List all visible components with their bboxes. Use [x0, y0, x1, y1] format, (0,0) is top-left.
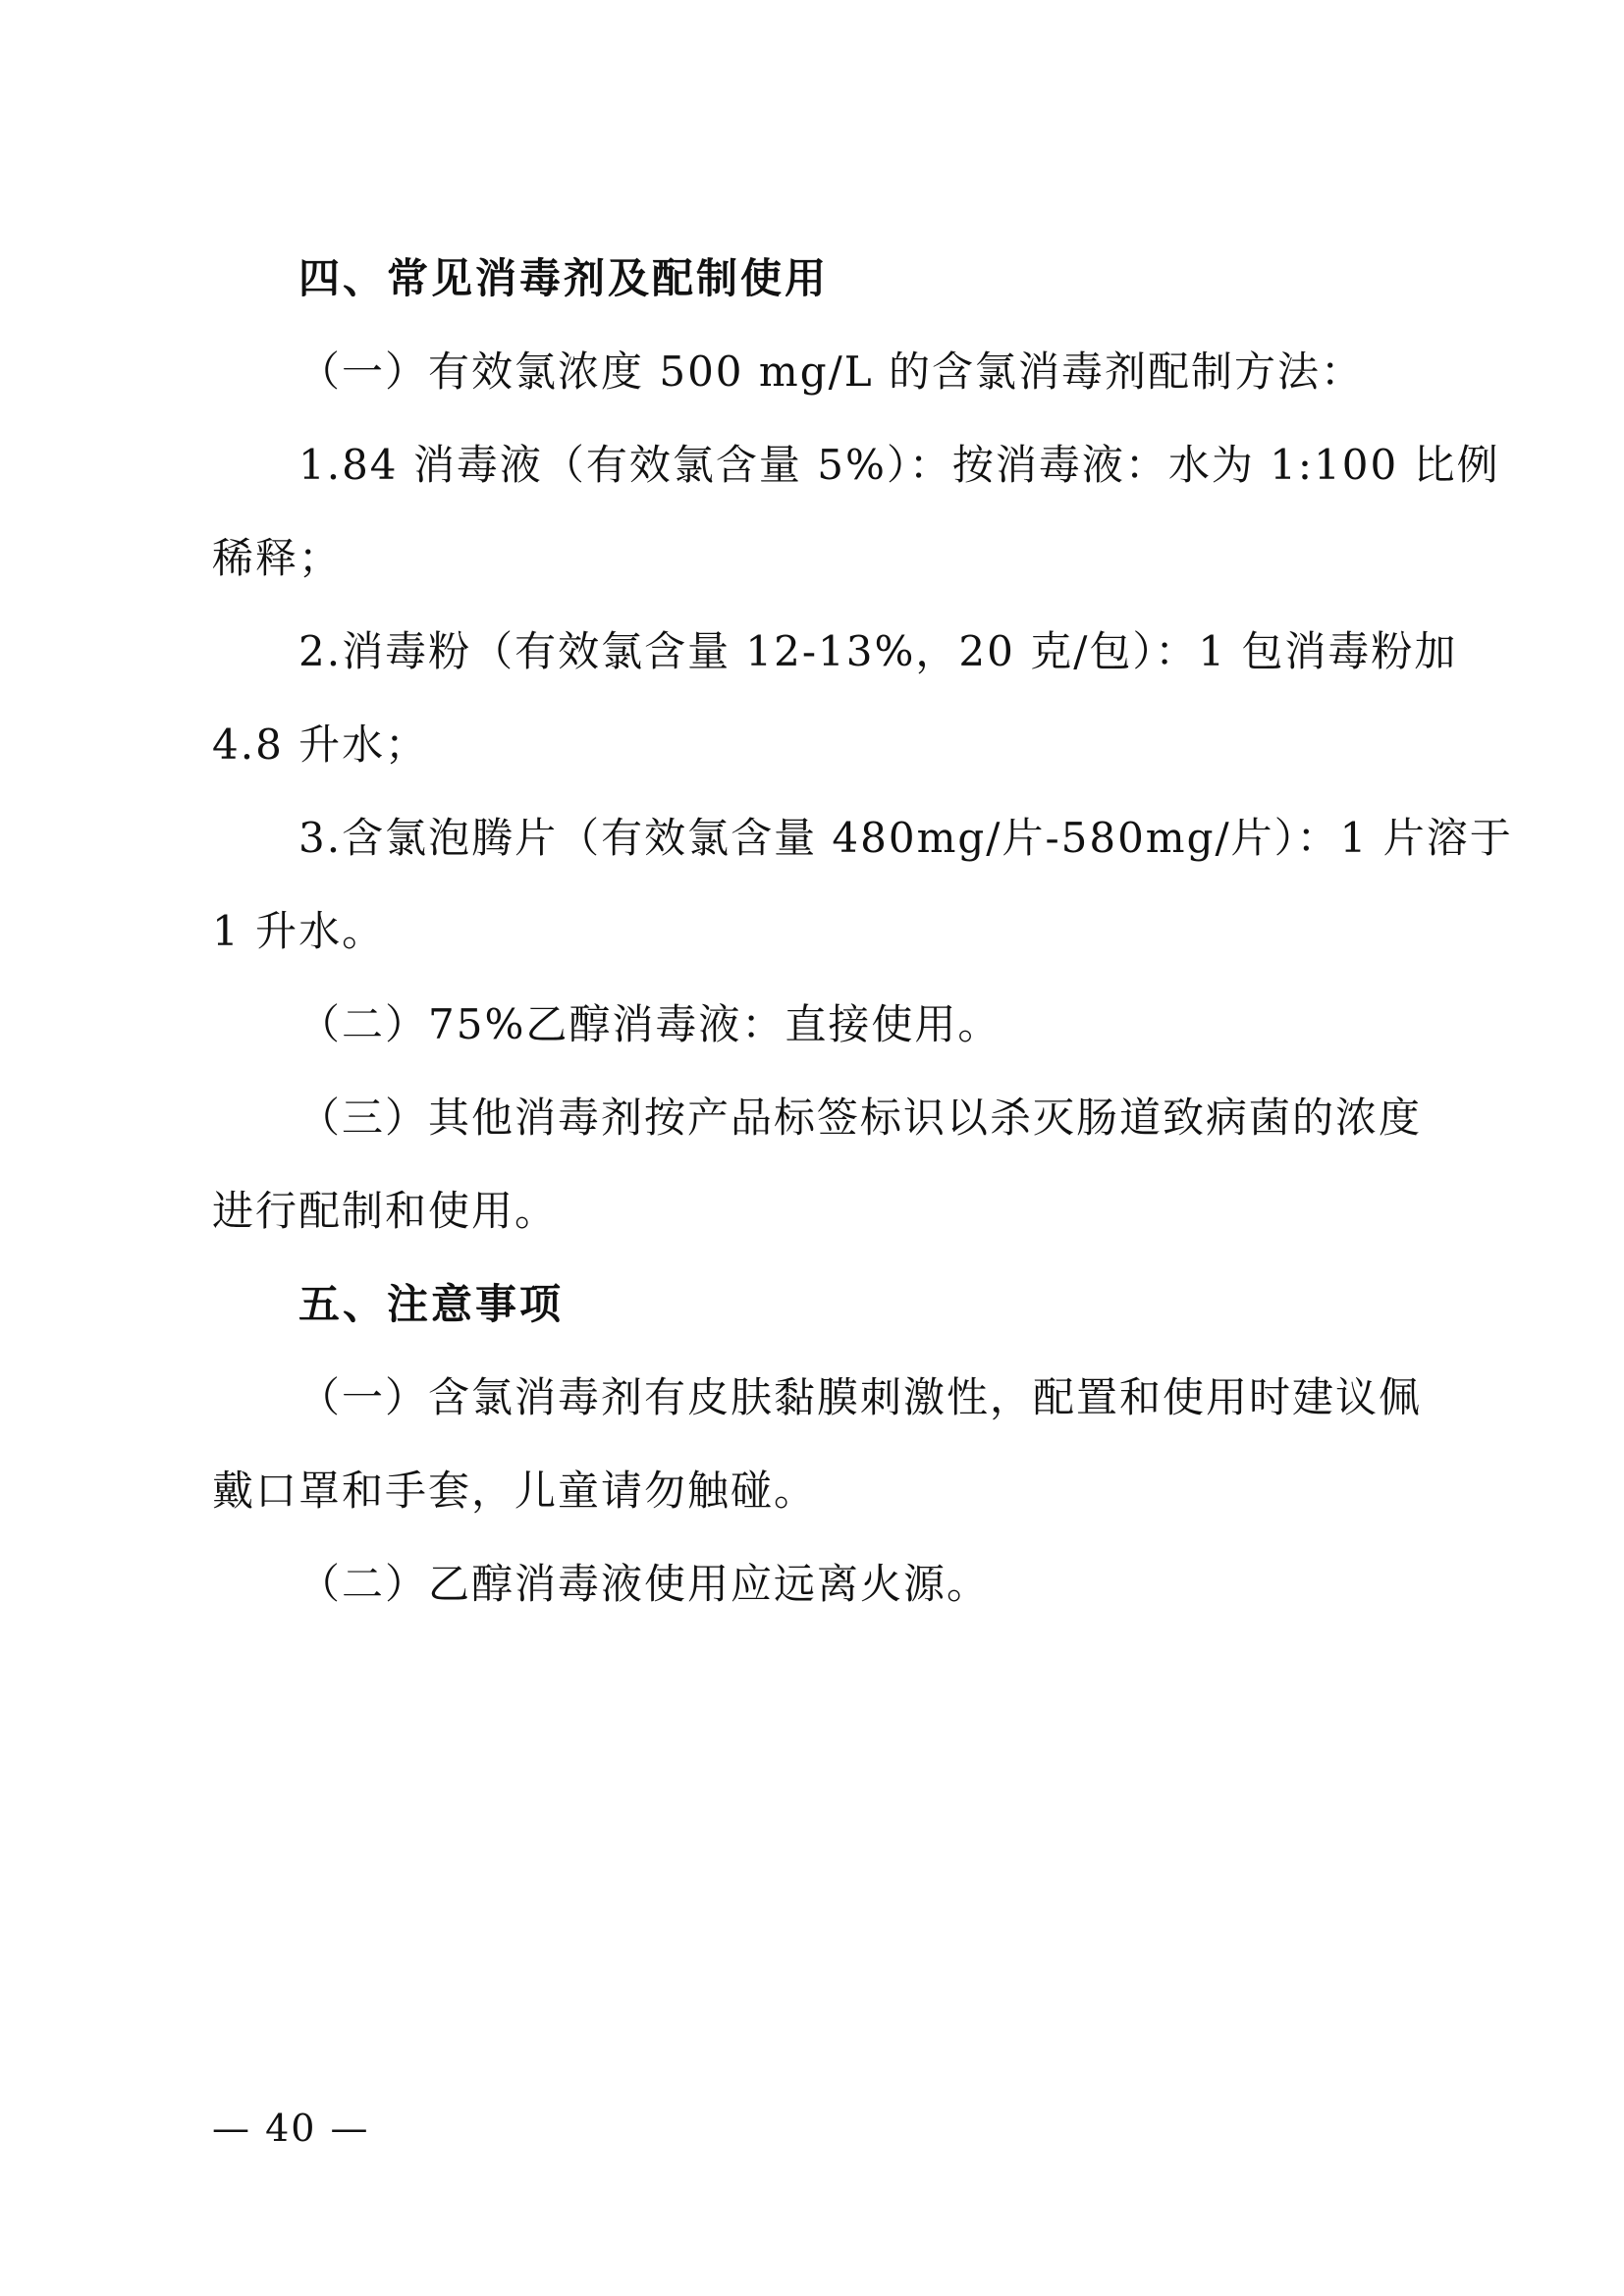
paragraph-line: 进行配制和使用。 [212, 1187, 559, 1235]
paragraph-line: （三）其他消毒剂按产品标签标识以杀灭肠道致病菌的浓度 [298, 1094, 1423, 1142]
section-heading-precautions: 五、注意事项 [298, 1280, 565, 1328]
paragraph-line: 4.8 升水； [212, 721, 429, 769]
paragraph-line: （一）有效氯浓度 500 mg/L 的含氯消毒剂配制方法： [298, 347, 1364, 396]
page-number: — 40 — [212, 2107, 370, 2150]
paragraph-line: 2.消毒粉（有效氯含量 12-13%，20 克/包）：1 包消毒粉加 [298, 627, 1458, 675]
paragraph-line: （一）含氯消毒剂有皮肤黏膜刺激性，配置和使用时建议佩 [298, 1373, 1423, 1421]
section-heading-disinfectants: 四、常见消毒剂及配制使用 [298, 254, 830, 302]
paragraph-line: 戴口罩和手套，儿童请勿触碰。 [212, 1467, 818, 1515]
document-body [212, 232, 1513, 1630]
paragraph-line: 稀释； [212, 534, 343, 582]
paragraph-line: 3.含氯泡腾片（有效氯含量 480mg/片-580mg/片）：1 片溶于 [298, 814, 1513, 862]
paragraph-line: （二）75%乙醇消毒液：直接使用。 [298, 1000, 1001, 1048]
paragraph-line: （二）乙醇消毒液使用应远离火源。 [298, 1560, 991, 1608]
paragraph-line: 1 升水。 [212, 907, 386, 955]
paragraph-line: 1.84 消毒液（有效氯含量 5%）：按消毒液：水为 1:100 比例 [298, 441, 1500, 489]
